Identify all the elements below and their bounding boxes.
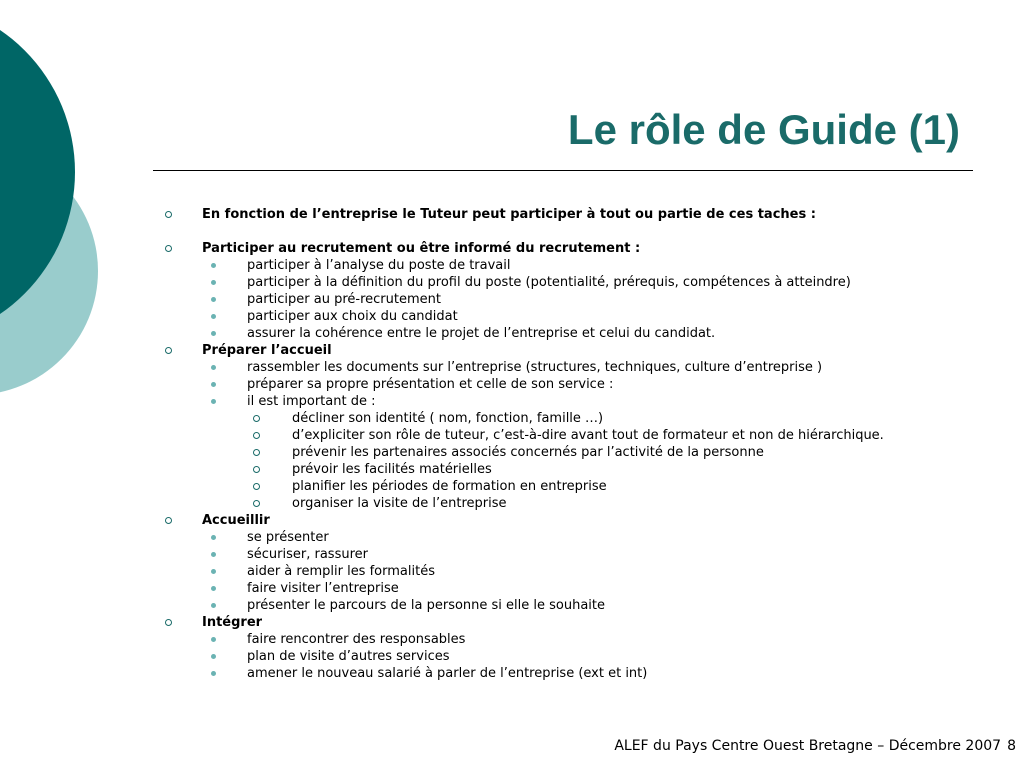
nested-list-item-text: d’expliciter son rôle de tuteur, c’est-à-dire avant tout de formateur et non de hiérarchique. bbox=[292, 428, 884, 443]
nested-sublist bbox=[247, 410, 980, 512]
ring-bullet-icon bbox=[165, 619, 172, 626]
footer-text: ALEF du Pays Centre Ouest Bretagne – Décembre 2007 bbox=[614, 738, 1002, 754]
list-item-text: il est important de : bbox=[247, 394, 376, 409]
section-item bbox=[160, 342, 980, 512]
list-item-text: aider à remplir les formalités bbox=[247, 564, 435, 579]
list-item-text: préparer sa propre présentation et celle de son service : bbox=[247, 377, 614, 392]
nested-list-item-text: planifier les périodes de formation en entreprise bbox=[292, 479, 607, 494]
nested-list-item-text: décliner son identité ( nom, fonction, famille …) bbox=[292, 411, 604, 426]
nested-list-item bbox=[247, 444, 980, 461]
dot-bullet-icon bbox=[211, 399, 216, 404]
list-item-text: participer à l’analyse du poste de travail bbox=[247, 258, 511, 273]
nested-list-item bbox=[247, 410, 980, 427]
nested-list-item-text: prévenir les partenaires associés concernés par l’activité de la personne bbox=[292, 445, 764, 460]
section-sublist bbox=[202, 257, 980, 342]
list-item-text: sécuriser, rassurer bbox=[247, 547, 368, 562]
list-item bbox=[202, 257, 980, 274]
list-item-text: faire visiter l’entreprise bbox=[247, 581, 399, 596]
list-item bbox=[202, 376, 980, 393]
dot-bullet-icon bbox=[211, 637, 216, 642]
dot-bullet-icon bbox=[211, 603, 216, 608]
dot-bullet-icon bbox=[211, 365, 216, 370]
list-item bbox=[202, 325, 980, 342]
section-sublist bbox=[202, 529, 980, 614]
list-item-text: assurer la cohérence entre le projet de l’entreprise et celui du candidat. bbox=[247, 326, 716, 341]
page-number: 8 bbox=[1007, 738, 1016, 754]
section-heading: Intégrer bbox=[202, 615, 263, 630]
list-item bbox=[202, 274, 980, 291]
dot-bullet-icon bbox=[211, 569, 216, 574]
bullet-list bbox=[160, 206, 980, 682]
dot-bullet-icon bbox=[211, 314, 216, 319]
ring-bullet-icon bbox=[165, 517, 172, 524]
dot-bullet-icon bbox=[211, 331, 216, 336]
nested-list-item-text: prévoir les facilités matérielles bbox=[292, 462, 492, 477]
slide-title: Le rôle de Guide (1) bbox=[567, 106, 960, 153]
list-item bbox=[202, 393, 980, 512]
list-item bbox=[202, 665, 980, 682]
ring-bullet-icon bbox=[165, 211, 172, 218]
nested-list-item bbox=[247, 427, 980, 444]
section-item bbox=[160, 240, 980, 342]
ring-bullet-icon bbox=[253, 483, 260, 490]
list-item-text: plan de visite d’autres services bbox=[247, 649, 450, 664]
title-divider bbox=[153, 170, 973, 171]
nested-list-item bbox=[247, 461, 980, 478]
intro-item bbox=[160, 206, 980, 223]
nested-list-item bbox=[247, 495, 980, 512]
list-item bbox=[202, 291, 980, 308]
section-item bbox=[160, 512, 980, 614]
list-item bbox=[202, 529, 980, 546]
list-item-text: amener le nouveau salarié à parler de l’entreprise (ext et int) bbox=[247, 666, 648, 681]
list-item bbox=[202, 648, 980, 665]
section-sublist bbox=[202, 631, 980, 682]
dot-bullet-icon bbox=[211, 263, 216, 268]
ring-bullet-icon bbox=[253, 432, 260, 439]
dot-bullet-icon bbox=[211, 586, 216, 591]
list-item-text: participer à la définition du profil du poste (potentialité, prérequis, compétences à atteindre) bbox=[247, 275, 851, 290]
ring-bullet-icon bbox=[253, 449, 260, 456]
ring-bullet-icon bbox=[165, 347, 172, 354]
dot-bullet-icon bbox=[211, 382, 216, 387]
list-item bbox=[202, 631, 980, 648]
list-item bbox=[202, 546, 980, 563]
dot-bullet-icon bbox=[211, 654, 216, 659]
section-heading: Préparer l’accueil bbox=[202, 343, 332, 358]
list-item-text: se présenter bbox=[247, 530, 329, 545]
list-item bbox=[202, 563, 980, 580]
list-item-text: participer aux choix du candidat bbox=[247, 309, 458, 324]
list-item bbox=[202, 359, 980, 376]
list-item bbox=[202, 580, 980, 597]
slide-content bbox=[160, 206, 980, 682]
section-item bbox=[160, 614, 980, 682]
dot-bullet-icon bbox=[211, 552, 216, 557]
list-item-text: participer au pré-recrutement bbox=[247, 292, 441, 307]
dot-bullet-icon bbox=[211, 297, 216, 302]
section-sublist bbox=[202, 359, 980, 512]
list-item-text: présenter le parcours de la personne si elle le souhaite bbox=[247, 598, 606, 613]
list-item bbox=[202, 308, 980, 325]
ring-bullet-icon bbox=[253, 466, 260, 473]
nested-list-item bbox=[247, 478, 980, 495]
list-item-text: faire rencontrer des responsables bbox=[247, 632, 466, 647]
dot-bullet-icon bbox=[211, 280, 216, 285]
slide-footer bbox=[614, 737, 1016, 755]
list-item bbox=[202, 597, 980, 614]
ring-bullet-icon bbox=[253, 500, 260, 507]
list-item-text: rassembler les documents sur l’entreprise (structures, techniques, culture d’entreprise ) bbox=[247, 360, 823, 375]
dot-bullet-icon bbox=[211, 671, 216, 676]
ring-bullet-icon bbox=[253, 415, 260, 422]
nested-list-item-text: organiser la visite de l’entreprise bbox=[292, 496, 507, 511]
ring-bullet-icon bbox=[165, 245, 172, 252]
intro-text: En fonction de l’entreprise le Tuteur peut participer à tout ou partie de ces taches : bbox=[202, 207, 816, 222]
dot-bullet-icon bbox=[211, 535, 216, 540]
section-heading: Accueillir bbox=[202, 513, 270, 528]
section-heading: Participer au recrutement ou être informé du recrutement : bbox=[202, 241, 641, 256]
